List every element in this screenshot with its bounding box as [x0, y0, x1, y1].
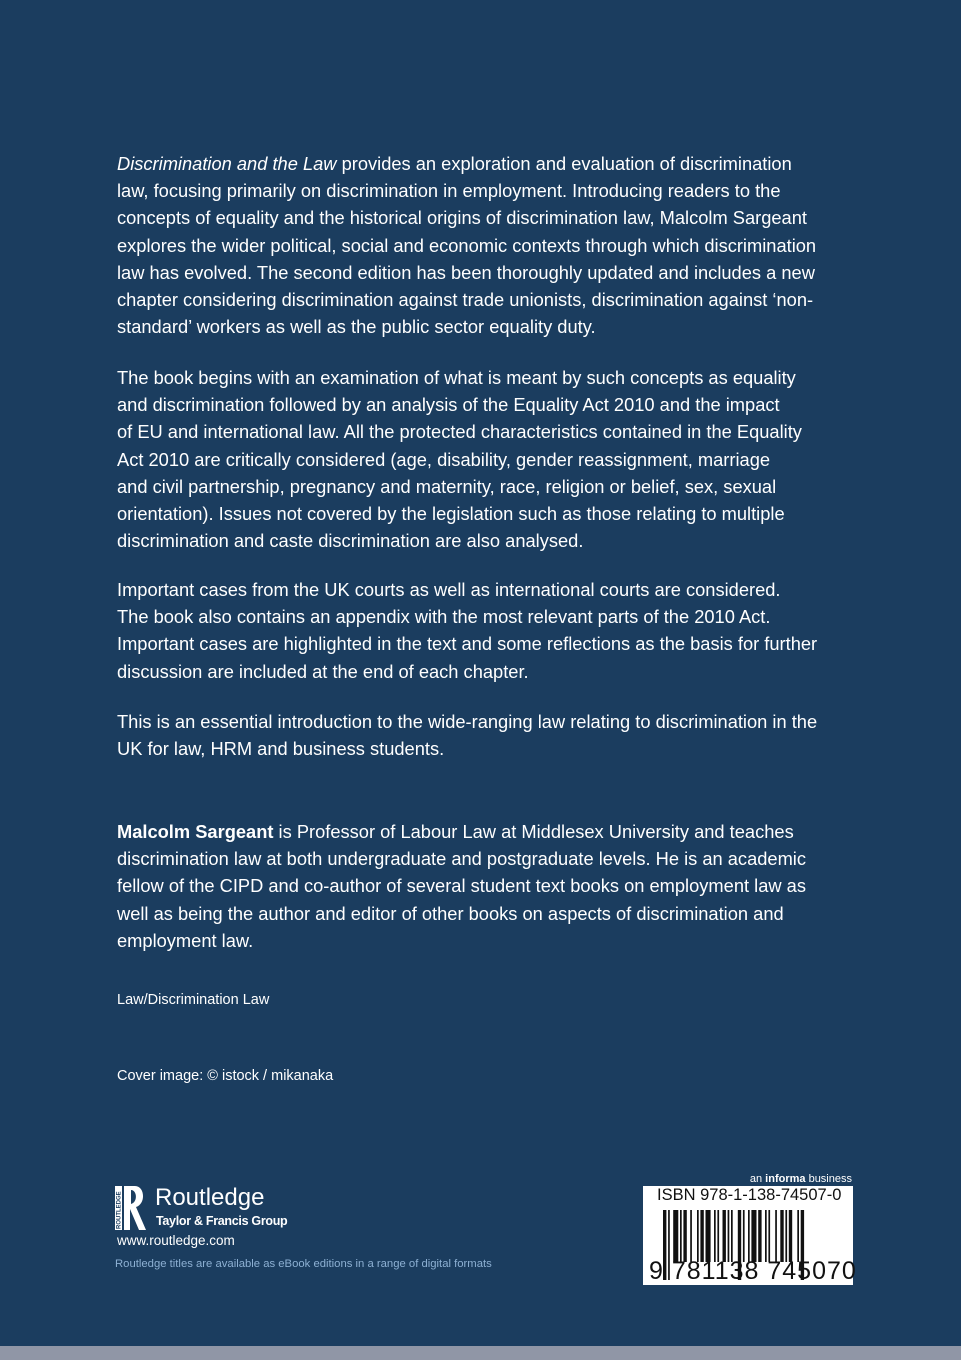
- line: The book also contains an appendix with the most relevant parts of the 2010 Act.: [117, 606, 771, 628]
- barcode-bar: [697, 1210, 699, 1262]
- text: informa: [765, 1173, 806, 1185]
- isbn-barcode: [643, 1186, 857, 1285]
- description-paragraph-3: [117, 576, 862, 685]
- isbn-text: ISBN 978-1-138-74507-0: [657, 1186, 842, 1204]
- barcode-bar: [789, 1210, 792, 1262]
- barcode-number: 9 781138 745070: [649, 1257, 857, 1285]
- book-title: Discrimination and the Law: [117, 153, 337, 174]
- barcode-bar: [743, 1210, 745, 1262]
- line: law has evolved. The second edition has been thoroughly updated and includes a new: [117, 261, 815, 283]
- svg-text:ROUTLEDGE: ROUTLEDGE: [116, 1191, 123, 1229]
- line: UK for law, HRM and business students.: [117, 738, 445, 760]
- description-paragraph-2: [117, 364, 862, 554]
- line: Act 2010 are critically considered (age, disability, gender reassignment, marriage: [117, 448, 771, 470]
- publisher-url[interactable]: www.routledge.com: [117, 1233, 235, 1248]
- barcode-bar: [717, 1210, 719, 1262]
- barcode-bar: [673, 1210, 678, 1262]
- barcode-bar: [728, 1210, 730, 1262]
- publisher-group: Taylor & Francis Group: [156, 1214, 288, 1228]
- barcode-bar: [723, 1210, 726, 1262]
- line: concepts of equality and the historical origins of discrimination law, Malcolm Sargeant: [117, 207, 807, 229]
- barcode-bar: [751, 1210, 756, 1262]
- line: and civil partnership, pregnancy and maternity, race, religion or belief, sex, sexual: [117, 475, 777, 497]
- publisher-name: Routledge: [155, 1184, 265, 1211]
- line: This is an essential introduction to the wide-ranging law relating to discrimination in the: [117, 711, 818, 732]
- text: provides an exploration and evaluation of discrimination: [336, 153, 792, 174]
- line: [117, 818, 862, 845]
- barcode-bar: [690, 1210, 692, 1262]
- line: The book begins with an examination of what is meant by such concepts as equality: [117, 367, 796, 388]
- barcode-bar: [714, 1210, 716, 1262]
- line: Important cases are highlighted in the text and some reflections as the basis for further: [117, 633, 818, 655]
- line: Important cases from the UK courts as well as international courts are considered.: [117, 579, 781, 600]
- barcode-bar: [797, 1210, 799, 1262]
- line: explores the wider political, social and economic contexts through which discrimination: [117, 234, 817, 256]
- barcode-bar: [780, 1210, 783, 1262]
- informa-tagline: [750, 1173, 852, 1185]
- author-bio: [117, 818, 862, 954]
- routledge-r-logo-icon: [115, 1184, 147, 1232]
- barcode-bar: [765, 1210, 767, 1262]
- subject-category: Law/Discrimination Law: [117, 992, 270, 1008]
- cover-image-credit: Cover image: © istock / mikanaka: [117, 1068, 334, 1084]
- line: employment law.: [117, 929, 254, 951]
- text: an: [749, 1173, 766, 1185]
- author-name: Malcolm Sargeant: [117, 821, 274, 842]
- line: orientation). Issues not covered by the legislation such as those relating to multiple: [117, 503, 785, 525]
- text: business: [805, 1173, 852, 1185]
- barcode-bar: [775, 1210, 777, 1262]
- line: discussion are included at the end of each chapter.: [117, 660, 529, 682]
- barcode-bar: [680, 1210, 682, 1262]
- line: and discrimination followed by an analysis of the Equality Act 2010 and the impact: [117, 394, 780, 416]
- ebook-note: Routledge titles are available as eBook editions in a range of digital formats: [115, 1258, 492, 1270]
- barcode-bar: [683, 1210, 686, 1262]
- description-paragraph-4: [117, 708, 862, 762]
- line: standard’ workers as well as the public sector equality duty.: [117, 316, 596, 338]
- barcode-bar: [700, 1210, 703, 1262]
- line: law, focusing primarily on discrimination in employment. Introducing readers to the: [117, 180, 781, 202]
- barcode-bar: [785, 1210, 787, 1262]
- barcode-bar: [748, 1210, 750, 1262]
- barcode-bar: [768, 1210, 770, 1262]
- line: discrimination law at both undergraduate and postgraduate levels. He is an academic: [117, 848, 807, 870]
- text: is Professor of Labour Law at Middlesex University and teaches: [273, 821, 794, 842]
- barcode-bar: [706, 1210, 711, 1262]
- line: discrimination and caste discrimination are also analysed.: [117, 530, 584, 552]
- description-paragraph-1: [117, 150, 862, 340]
- line: [117, 150, 862, 177]
- line: chapter considering discrimination against trade unionists, discrimination against ‘non-: [117, 289, 814, 311]
- line: fellow of the CIPD and co-author of several student text books on employment law as: [117, 875, 806, 897]
- barcode-bar: [731, 1210, 733, 1262]
- bottom-strip: [0, 1346, 961, 1360]
- line: of EU and international law. All the protected characteristics contained in the Equality: [117, 421, 802, 443]
- line: well as being the author and editor of other books on aspects of discrimination and: [117, 902, 784, 924]
- barcode-bar: [758, 1210, 761, 1262]
